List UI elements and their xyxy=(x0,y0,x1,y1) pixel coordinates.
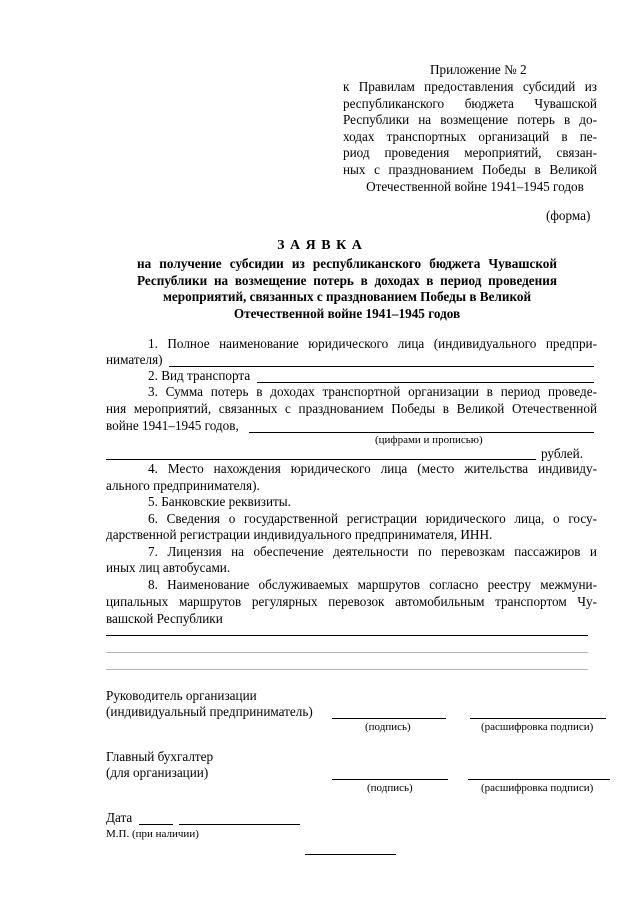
appendix-line: ных с празднованием Победы в Великой xyxy=(343,161,597,177)
accountant-signature-hint: (подпись) xyxy=(367,782,413,794)
item-8-line-1: 8. Наименование обслуживаемых маршрутов согласно реестру межмуни- xyxy=(148,577,597,592)
item-6-line-1: 6. Сведения о государственной регистрации юридического лица, о госу- xyxy=(148,511,597,526)
item-5: 5. Банковские реквизиты. xyxy=(148,494,291,509)
date-day-field[interactable] xyxy=(139,810,173,825)
item-4-line-1: 4. Место нахождения юридического лица (место жительства индивиду- xyxy=(148,461,597,476)
stamp-label: М.П. (при наличии) xyxy=(106,828,199,840)
item-8-field[interactable] xyxy=(106,651,588,653)
form-label: (форма) xyxy=(546,208,591,223)
accountant-label-line-1: Главный бухгалтер xyxy=(106,749,214,764)
appendix-line: к Правилам предоставления субсидий из xyxy=(343,79,597,94)
appendix-line: Отечественной войне 1941–1945 годов xyxy=(366,178,584,194)
head-decode-hint: (расшифровка подписи) xyxy=(481,721,594,733)
date-label: Дата xyxy=(106,810,133,825)
item-3-currency: рублей. xyxy=(541,446,584,461)
item-3-line-2: ния мероприятий, связанных с празднованием Победы в Великой Отечественной xyxy=(106,401,597,416)
subtitle-line: на получение субсидии из республиканского бюджета Чувашской xyxy=(137,256,557,271)
accountant-signature-field[interactable] xyxy=(332,765,448,780)
appendix-line: республиканского бюджета Чувашской xyxy=(343,95,597,111)
accountant-decode-field[interactable] xyxy=(468,765,610,780)
document-title: З А Я В К А xyxy=(277,238,363,253)
head-signature-hint: (подпись) xyxy=(365,721,411,733)
item-3-field[interactable] xyxy=(249,418,594,433)
item-1-line-2: нимателя) xyxy=(106,352,163,367)
item-4-line-2: ального предпринимателя). xyxy=(106,478,260,493)
appendix-line: риод проведения мероприятий, связан- xyxy=(343,145,597,161)
item-2-field[interactable] xyxy=(257,368,594,383)
item-1-line-1: 1. Полное наименование юридического лица (индивидуального предпри- xyxy=(148,336,597,351)
head-label-line-1: Руководитель организации xyxy=(106,688,257,703)
subtitle-line: Республики на возмещение потерь в доходах в период проведения xyxy=(137,272,557,288)
item-8-line-2: ципальных маршрутов регулярных перевозок автомобильным транспортом Чу- xyxy=(106,594,597,609)
appendix-text xyxy=(343,79,597,195)
document-subtitle xyxy=(137,256,557,322)
item-7-line-2: иных лиц автобусами. xyxy=(106,560,231,575)
date-month-year-field[interactable] xyxy=(179,810,300,825)
item-2-label: 2. Вид транспорта xyxy=(148,368,251,383)
subtitle-line: Отечественной войне 1941–1945 годов xyxy=(233,305,461,321)
head-signature-field[interactable] xyxy=(332,704,446,719)
appendix-line: Республики на возмещение потерь в до- xyxy=(343,112,597,128)
head-label-line-2: (индивидуальный предприниматель) xyxy=(106,704,313,719)
end-divider xyxy=(305,853,396,855)
item-3-words-field[interactable] xyxy=(106,445,536,460)
appendix-title: Приложение № 2 xyxy=(430,62,527,77)
item-8-field[interactable] xyxy=(106,634,588,636)
head-decode-field[interactable] xyxy=(470,704,606,719)
item-3-line-3: войне 1941–1945 годов, xyxy=(106,418,239,433)
accountant-decode-hint: (расшифровка подписи) xyxy=(481,782,594,794)
item-8-line-3: вашской Республики xyxy=(106,611,223,626)
accountant-label-line-2: (для организации) xyxy=(106,765,209,780)
item-1-field[interactable] xyxy=(169,352,594,367)
item-3-hint: (цифрами и прописью) xyxy=(375,434,483,446)
subtitle-line: мероприятий, связанных с празднованием Победы в Великой xyxy=(162,289,532,305)
item-3-line-1: 3. Сумма потерь в доходах транспортной организации в период проведе- xyxy=(148,384,597,399)
item-8-field[interactable] xyxy=(106,668,588,670)
appendix-line: ходах транспортных организаций в пе- xyxy=(343,128,597,144)
item-7-line-1: 7. Лицензия на обеспечение деятельности по перевозкам пассажиров и xyxy=(148,544,597,559)
item-6-line-2: дарственной регистрации индивидуального предпринимателя, ИНН. xyxy=(106,527,493,542)
